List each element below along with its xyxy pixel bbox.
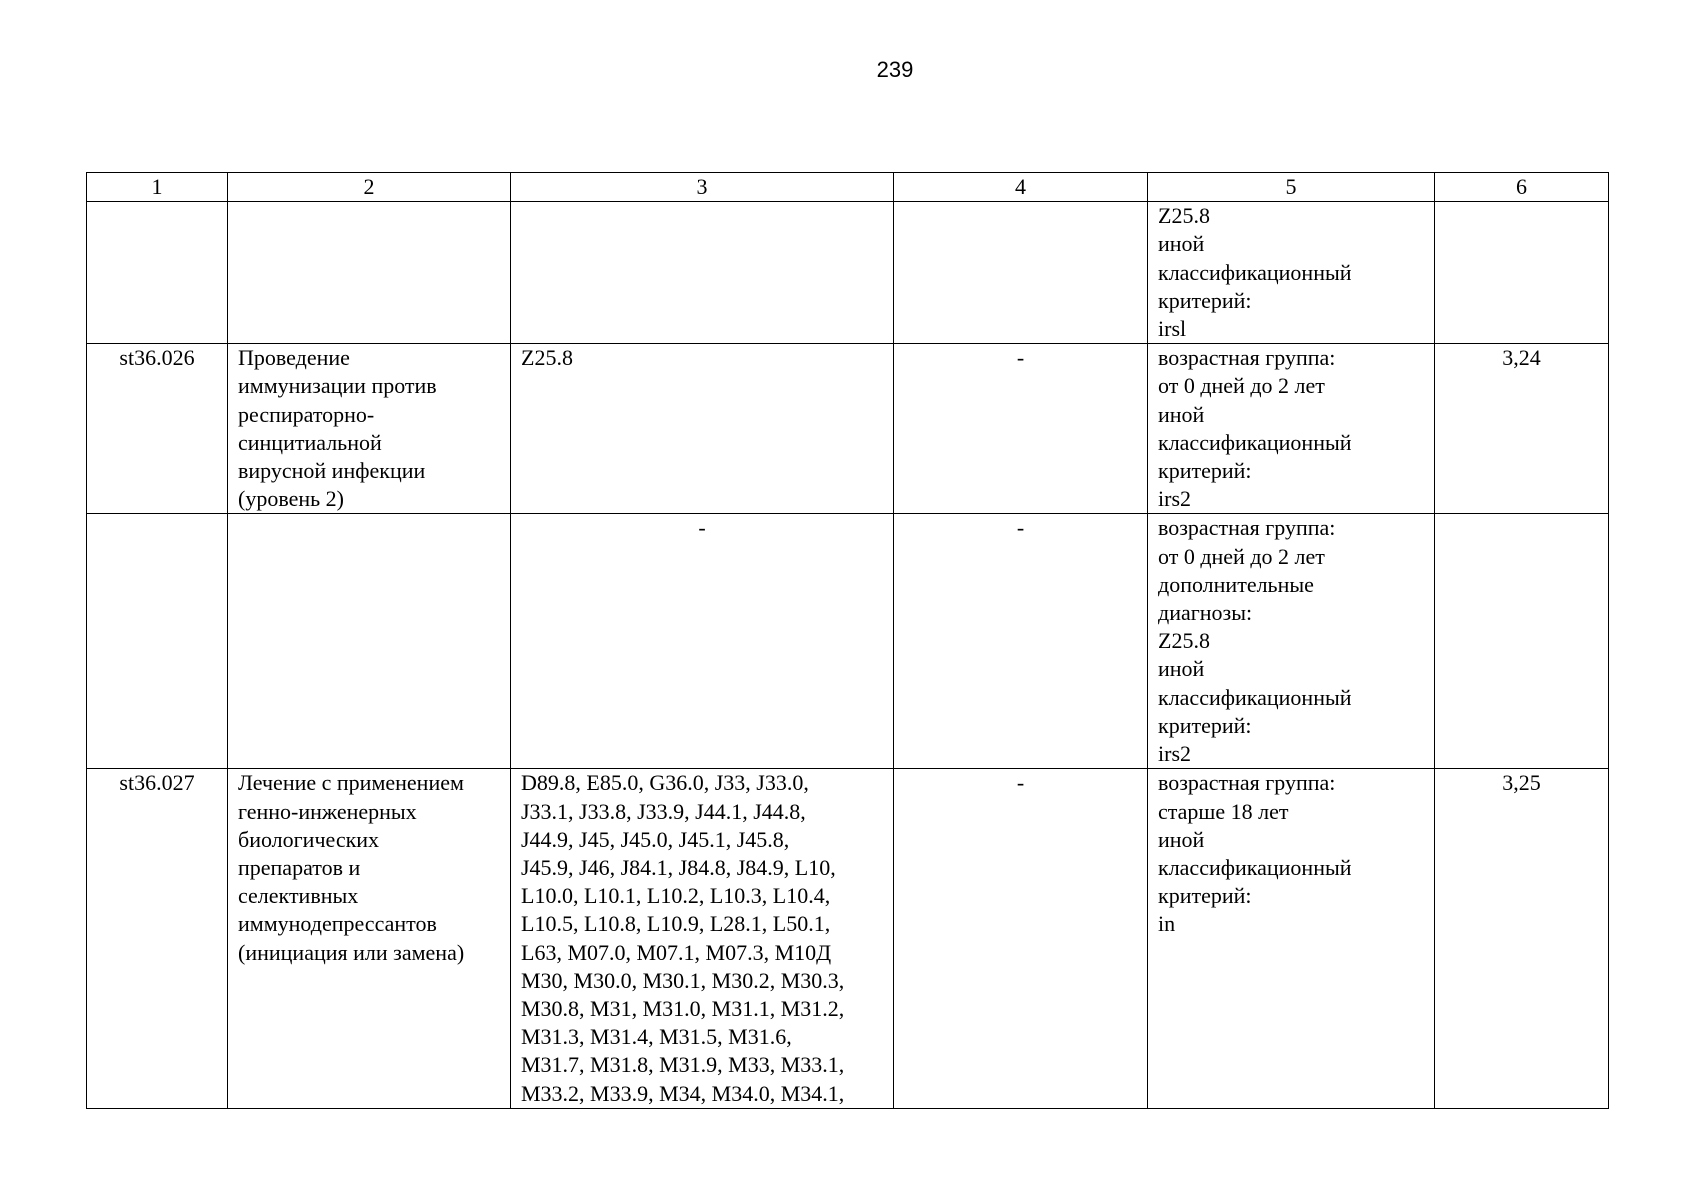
criteria-cell: возрастная группа: старше 18 лет иной классификационный критерий: in [1148, 769, 1435, 1108]
diagnoses-cell: Z25.8 [511, 344, 894, 514]
name-cell: Лечение с применением генно-инженерных биологических препаратов и селективных иммунодепрессантов (инициация или замена) [228, 769, 511, 1108]
name-cell: Проведение иммунизации против респираторно- синцитиальной вирусной инфекции (уровень 2) [228, 344, 511, 514]
coefficient-cell [1435, 514, 1609, 769]
column-header-2: 2 [228, 173, 511, 202]
name-cell [228, 514, 511, 769]
diagnoses-cell: - [511, 514, 894, 769]
column-header-6: 6 [1435, 173, 1609, 202]
table-row [87, 769, 1609, 1108]
coefficient-cell: 3,25 [1435, 769, 1609, 1108]
name-cell [228, 202, 511, 344]
operations-cell: - [894, 769, 1148, 1108]
page-number: 239 [876, 57, 914, 82]
code-cell [87, 202, 228, 344]
column-header-5: 5 [1148, 173, 1435, 202]
table-row [87, 202, 1609, 344]
code-cell [87, 514, 228, 769]
operations-cell: - [894, 344, 1148, 514]
code-cell: st36.026 [87, 344, 228, 514]
criteria-cell: Z25.8 иной классификационный критерий: irsl [1148, 202, 1435, 344]
table-header-row [87, 173, 1609, 202]
column-header-4: 4 [894, 173, 1148, 202]
diagnoses-cell: D89.8, E85.0, G36.0, J33, J33.0, J33.1, J33.8, J33.9, J44.1, J44.8, J44.9, J45, J45.0, J45.1, J45.8, J45.9, J46, J84.1, J84.8, J84.9, L10, L10.0, L10.1, L10.2, L10.3, L10.4, L10.5, L10.8, L10.9, L28.1, L50.1, L63, M07.0, M07.1, M07.3, M10Д M30, M30.0, M30.1, M30.2, M30.3, M30.8, M31, M31.0, M31.1, M31.2, M31.3, M31.4, M31.5, M31.6, M31.7, M31.8, M31.9, M33, M33.1, M33.2, M33.9, M34, M34.0, M34.1, [511, 769, 894, 1108]
column-header-3: 3 [511, 173, 894, 202]
code-cell: st36.027 [87, 769, 228, 1108]
operations-cell: - [894, 514, 1148, 769]
criteria-cell: возрастная группа: от 0 дней до 2 лет иной классификационный критерий: irs2 [1148, 344, 1435, 514]
table-row [87, 514, 1609, 769]
operations-cell [894, 202, 1148, 344]
diagnoses-cell [511, 202, 894, 344]
coefficient-cell: 3,24 [1435, 344, 1609, 514]
coefficient-cell [1435, 202, 1609, 344]
table-row [87, 344, 1609, 514]
criteria-cell: возрастная группа: от 0 дней до 2 лет дополнительные диагнозы: Z25.8 иной классификационный критерий: irs2 [1148, 514, 1435, 769]
column-header-1: 1 [87, 173, 228, 202]
tariff-table [86, 172, 1609, 1109]
